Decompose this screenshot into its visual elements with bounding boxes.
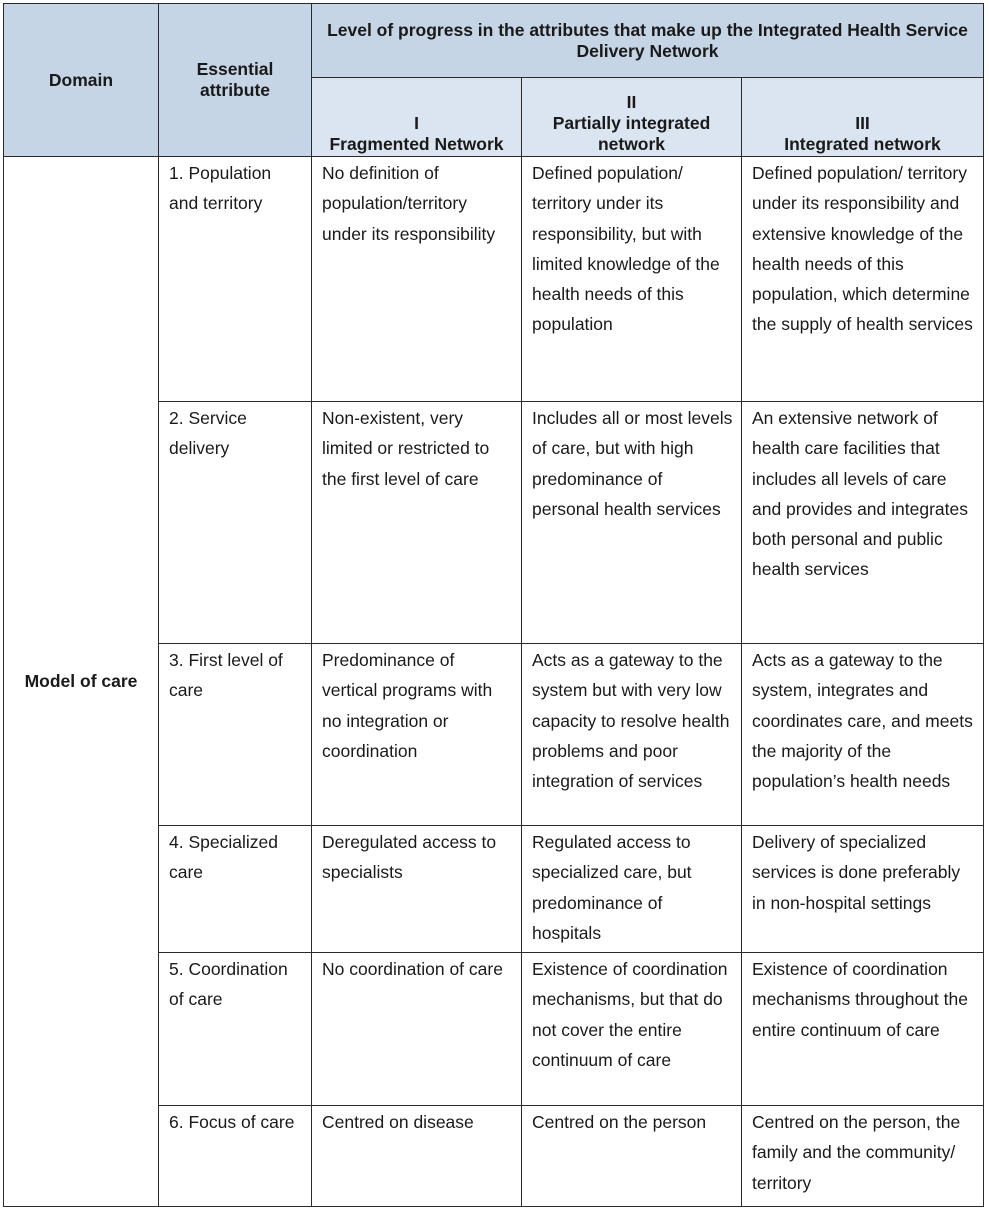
integrated-cell: An extensive network of health care facilities that includes all levels of care and provides and integrates both personal and public health services xyxy=(742,402,984,644)
attribute-cell: 4. Specialized care xyxy=(159,826,312,953)
fragmented-cell: Deregulated access to specialists xyxy=(312,826,522,953)
attribute-cell: 6. Focus of care xyxy=(159,1106,312,1207)
partial-cell: Existence of coordination mechanisms, but that do not cover the entire continuum of care xyxy=(522,953,742,1106)
integration-levels-table xyxy=(3,3,984,1207)
partial-cell: Defined population/ territory under its responsibility, but with limited knowledge of the health needs of this population xyxy=(522,157,742,402)
integrated-cell: Defined population/ territory under its responsibility and extensive knowledge of the health needs of this population, which determine the supply of health services xyxy=(742,157,984,402)
partial-cell: Acts as a gateway to the system but with very low capacity to resolve health problems and poor integration of services xyxy=(522,644,742,826)
integrated-cell: Centred on the person, the family and the community/ territory xyxy=(742,1106,984,1207)
domain-cell: Model of care xyxy=(4,157,159,1207)
integrated-cell: Existence of coordination mechanisms throughout the entire continuum of care xyxy=(742,953,984,1106)
domain-column-header: Domain xyxy=(4,4,159,157)
level-numeral: I xyxy=(414,113,419,133)
attribute-cell: 2. Service delivery xyxy=(159,402,312,644)
integrated-cell: Delivery of specialized services is done preferably in non-hospital settings xyxy=(742,826,984,953)
level-numeral: III xyxy=(855,113,870,133)
level-name: Partially integrated network xyxy=(552,113,711,154)
table-row xyxy=(4,157,984,402)
header-row-top xyxy=(4,4,984,78)
integrated-cell: Acts as a gateway to the system, integrates and coordinates care, and meets the majority of the population’s health needs xyxy=(742,644,984,826)
level-header-fragmented xyxy=(312,78,522,157)
partial-cell: Includes all or most levels of care, but with high predominance of personal health services xyxy=(522,402,742,644)
level-name: Integrated network xyxy=(784,134,941,154)
level-numeral: II xyxy=(626,92,637,112)
fragmented-cell: No definition of population/territory under its responsibility xyxy=(312,157,522,402)
partial-cell: Centred on the person xyxy=(522,1106,742,1207)
fragmented-cell: No coordination of care xyxy=(312,953,522,1106)
partial-cell: Regulated access to specialized care, but predominance of hospitals xyxy=(522,826,742,953)
fragmented-cell: Non-existent, very limited or restricted to the first level of care xyxy=(312,402,522,644)
table-container xyxy=(3,3,984,1207)
fragmented-cell: Centred on disease xyxy=(312,1106,522,1207)
attribute-cell: 3. First level of care xyxy=(159,644,312,826)
level-header-partial xyxy=(522,78,742,157)
level-header-integrated xyxy=(742,78,984,157)
attribute-cell: 1. Population and territory xyxy=(159,157,312,402)
attribute-column-header: Essential attribute xyxy=(159,4,312,157)
level-name: Fragmented Network xyxy=(329,134,504,154)
attribute-cell: 5. Coordination of care xyxy=(159,953,312,1106)
fragmented-cell: Predominance of vertical programs with no integration or coordination xyxy=(312,644,522,826)
progress-level-header: Level of progress in the attributes that make up the Integrated Health Service Delivery Network xyxy=(312,4,984,78)
